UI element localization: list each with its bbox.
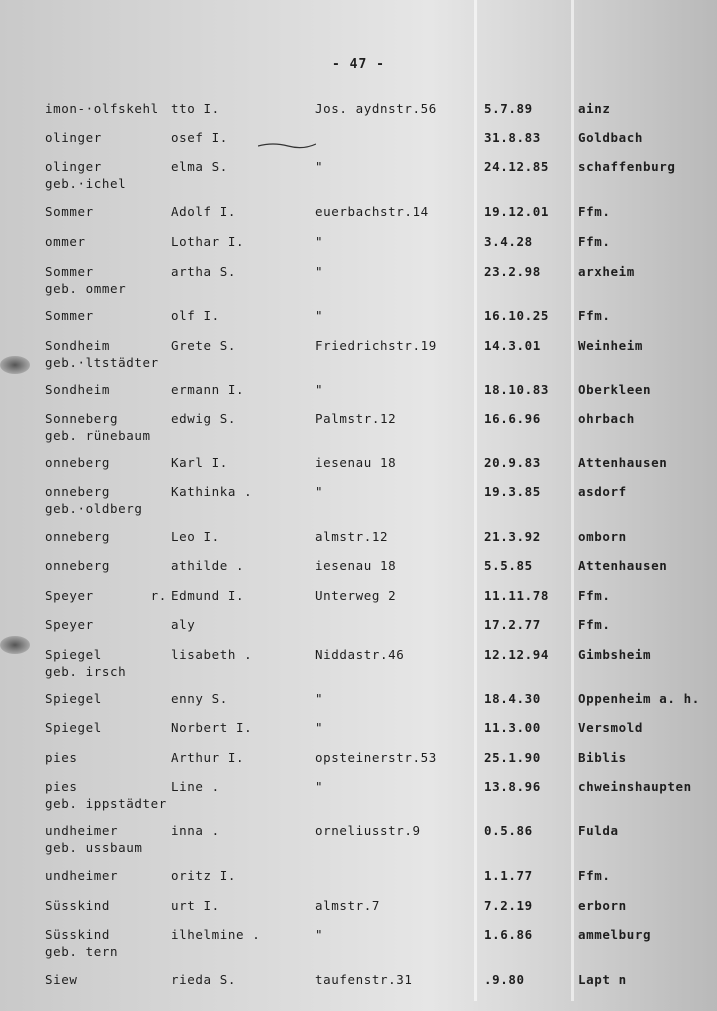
given-name [171, 337, 236, 354]
surname [45, 483, 143, 517]
street-address-text: " [315, 927, 324, 942]
given-name [171, 749, 244, 766]
street-address [315, 381, 323, 398]
birth-date-text: 5.5.85 [484, 558, 533, 573]
surname [45, 719, 102, 736]
birth-place-text: erborn [578, 898, 627, 913]
given-name-text: olf I. [171, 308, 220, 323]
birth-date-text: 31.8.83 [484, 130, 541, 145]
given-name [171, 129, 228, 146]
street-address [315, 410, 396, 427]
birth-date [484, 454, 541, 471]
birth-place [578, 587, 611, 604]
birth-place-text: Oppenheim a. h. [578, 691, 700, 706]
surname-text: imon-·olfskehl [45, 101, 159, 116]
register-row [0, 410, 717, 450]
birth-date-text: 0.5.86 [484, 823, 533, 838]
birth-date [484, 100, 533, 117]
street-address [315, 897, 380, 914]
given-name-text: Edmund I. [171, 588, 245, 603]
given-name-text: ilhelmine . [171, 927, 261, 942]
surname-text: olinger [45, 159, 102, 174]
birth-date-text: .9.80 [484, 972, 525, 987]
birth-place [578, 897, 627, 914]
street-address [315, 203, 429, 220]
street-address [315, 233, 323, 250]
birth-date-text: 13.8.96 [484, 779, 541, 794]
birth-place [578, 307, 611, 324]
birth-place-text: Ffm. [578, 308, 611, 323]
maiden-name: geb.·ichel [45, 176, 127, 191]
register-row [0, 646, 717, 686]
birth-place [578, 263, 635, 280]
street-address-text: iesenau 18 [315, 558, 397, 573]
street-address [315, 587, 396, 604]
given-name-text: Grete S. [171, 338, 237, 353]
birth-place-text: Lapt n [578, 972, 627, 987]
given-name [171, 897, 220, 914]
birth-place-text: Fulda [578, 823, 619, 838]
birth-place-text: Gimbsheim [578, 647, 652, 662]
surname [45, 307, 94, 324]
birth-date-text: 23.2.98 [484, 264, 541, 279]
street-address [315, 926, 323, 943]
given-name [171, 100, 220, 117]
given-name [171, 690, 228, 707]
surname [45, 690, 102, 707]
given-name-text: ermann I. [171, 382, 245, 397]
birth-date [484, 867, 533, 884]
street-address [315, 971, 413, 988]
surname [45, 337, 159, 371]
maiden-name: geb. ommer [45, 281, 127, 296]
birth-date [484, 528, 541, 545]
surname-text: Spiegel [45, 647, 102, 662]
given-name-text: athilde . [171, 558, 245, 573]
birth-date [484, 822, 533, 839]
birth-place [578, 233, 611, 250]
birth-date [484, 971, 525, 988]
birth-place [578, 528, 627, 545]
given-name-text: Karl I. [171, 455, 228, 470]
birth-place-text: Ffm. [578, 204, 611, 219]
birth-date [484, 690, 541, 707]
street-address-text: Unterweg 2 [315, 588, 397, 603]
surname [45, 749, 78, 766]
street-address [315, 719, 323, 736]
street-address [315, 528, 388, 545]
surname-text: onneberg [45, 558, 111, 573]
birth-place [578, 454, 667, 471]
birth-place-text: Ffm. [578, 588, 611, 603]
surname [45, 129, 102, 146]
surname-text: Sommer [45, 204, 94, 219]
surname-text: ommer [45, 234, 86, 249]
street-address-text: " [315, 691, 324, 706]
street-address [315, 646, 404, 663]
birth-place [578, 926, 651, 943]
birth-date [484, 646, 549, 663]
surname [45, 867, 118, 884]
given-name [171, 587, 244, 604]
street-address [315, 337, 437, 354]
birth-place-text: Ffm. [578, 868, 611, 883]
surname [45, 263, 126, 297]
surname [45, 616, 94, 633]
street-address [315, 100, 437, 117]
birth-place [578, 719, 643, 736]
given-name [171, 867, 236, 884]
register-row [0, 263, 717, 303]
birth-date-text: 16.10.25 [484, 308, 550, 323]
birth-place [578, 616, 611, 633]
given-name-text: rieda S. [171, 972, 237, 987]
given-name [171, 454, 228, 471]
given-name-text: tto I. [171, 101, 220, 116]
surname-text: Sondheim [45, 338, 111, 353]
given-name [171, 822, 220, 839]
surname-text: undheimer [45, 823, 119, 838]
given-name [171, 483, 252, 500]
street-address-text: Niddastr.46 [315, 647, 405, 662]
given-name-text: lisabeth . [171, 647, 253, 662]
street-address [315, 454, 396, 471]
register-row [0, 337, 717, 377]
given-name-text: Lothar I. [171, 234, 245, 249]
surname-text: Sommer [45, 308, 94, 323]
birth-date [484, 410, 541, 427]
birth-place [578, 749, 627, 766]
street-address-text: orneliusstr.9 [315, 823, 421, 838]
street-address [315, 158, 323, 175]
birth-date-text: 11.3.00 [484, 720, 541, 735]
birth-date-text: 20.9.83 [484, 455, 541, 470]
birth-date-text: 12.12.94 [484, 647, 550, 662]
surname [45, 822, 143, 856]
birth-place [578, 867, 611, 884]
birth-date-text: 18.4.30 [484, 691, 541, 706]
register-row [0, 778, 717, 818]
birth-date [484, 719, 541, 736]
birth-date [484, 263, 541, 280]
birth-date [484, 749, 541, 766]
surname-text: pies [45, 750, 78, 765]
surname [45, 233, 86, 250]
birth-place [578, 557, 667, 574]
surname-text: Speyer r. [45, 588, 167, 603]
surname-text: Spiegel [45, 720, 102, 735]
birth-place-text: schaffenburg [578, 159, 676, 174]
surname [45, 646, 126, 680]
birth-date-text: 19.12.01 [484, 204, 550, 219]
surname-text: Sonneberg [45, 411, 119, 426]
surname [45, 203, 94, 220]
birth-date [484, 381, 549, 398]
given-name-text: Line . [171, 779, 220, 794]
birth-place [578, 690, 700, 707]
birth-place-text: ohrbach [578, 411, 635, 426]
birth-date-text: 14.3.01 [484, 338, 541, 353]
register-row [0, 926, 717, 966]
register-row [0, 971, 717, 1011]
surname-text: Speyer [45, 617, 94, 632]
street-address [315, 483, 323, 500]
birth-place-text: Weinheim [578, 338, 644, 353]
given-name [171, 719, 252, 736]
given-name-text: Kathinka . [171, 484, 253, 499]
birth-date-text: 1.6.86 [484, 927, 533, 942]
surname-text: Süsskind [45, 927, 111, 942]
given-name-text: Leo I. [171, 529, 220, 544]
street-address-text: opsteinerstr.53 [315, 750, 437, 765]
street-address-text: " [315, 308, 324, 323]
birth-date-text: 1.1.77 [484, 868, 533, 883]
birth-place-text: Goldbach [578, 130, 644, 145]
birth-place-text: asdorf [578, 484, 627, 499]
birth-date [484, 616, 541, 633]
maiden-name: geb. tern [45, 944, 119, 959]
given-name-text: enny S. [171, 691, 228, 706]
surname-text: Siew [45, 972, 78, 987]
street-address-text: Jos. aydnstr.56 [315, 101, 437, 116]
surname-text: Süsskind [45, 898, 111, 913]
street-address [315, 263, 323, 280]
birth-date [484, 778, 541, 795]
birth-date [484, 483, 541, 500]
birth-date [484, 129, 541, 146]
surname [45, 454, 110, 471]
surname [45, 528, 110, 545]
street-address-text: almstr.12 [315, 529, 389, 544]
birth-place-text: Ffm. [578, 234, 611, 249]
street-address-text: iesenau 18 [315, 455, 397, 470]
surname [45, 778, 167, 812]
birth-date-text: 7.2.19 [484, 898, 533, 913]
birth-date-text: 3.4.28 [484, 234, 533, 249]
given-name-text: aly [171, 617, 196, 632]
street-address-text: " [315, 382, 324, 397]
birth-date-text: 5.7.89 [484, 101, 533, 116]
birth-place [578, 822, 619, 839]
birth-date [484, 897, 533, 914]
birth-place [578, 129, 643, 146]
street-address-text: Friedrichstr.19 [315, 338, 437, 353]
maiden-name: geb.·oldberg [45, 501, 143, 516]
surname-text: olinger [45, 130, 102, 145]
birth-place [578, 778, 692, 795]
birth-place-text: chweinshaupten [578, 779, 692, 794]
maiden-name: geb. ussbaum [45, 840, 143, 855]
surname [45, 971, 78, 988]
street-address-text: " [315, 159, 324, 174]
birth-date [484, 926, 533, 943]
birth-place-text: omborn [578, 529, 627, 544]
given-name-text: Norbert I. [171, 720, 253, 735]
birth-date [484, 233, 533, 250]
given-name-text: artha S. [171, 264, 237, 279]
birth-place [578, 646, 651, 663]
birth-place-text: Ffm. [578, 617, 611, 632]
given-name [171, 528, 220, 545]
birth-date [484, 337, 541, 354]
street-address-text: " [315, 484, 324, 499]
maiden-name: geb.·ltstädter [45, 355, 159, 370]
birth-place [578, 203, 611, 220]
street-address-text: taufenstr.31 [315, 972, 413, 987]
birth-date-text: 21.3.92 [484, 529, 541, 544]
page-number: - 47 - [332, 57, 385, 72]
street-address [315, 690, 323, 707]
birth-date-text: 17.2.77 [484, 617, 541, 632]
surname-text: onneberg [45, 455, 111, 470]
given-name [171, 158, 228, 175]
birth-date-text: 25.1.90 [484, 750, 541, 765]
birth-place-text: ainz [578, 101, 611, 116]
birth-place [578, 483, 627, 500]
surname [45, 158, 126, 192]
surname-text: Sondheim [45, 382, 111, 397]
birth-place [578, 971, 627, 988]
birth-place-text: Versmold [578, 720, 644, 735]
given-name-text: urt I. [171, 898, 220, 913]
given-name [171, 646, 252, 663]
birth-place-text: Attenhausen [578, 455, 668, 470]
given-name [171, 203, 236, 220]
street-address-text: " [315, 234, 324, 249]
birth-place-text: Oberkleen [578, 382, 652, 397]
birth-place [578, 337, 643, 354]
birth-place-text: arxheim [578, 264, 635, 279]
street-address-text: Palmstr.12 [315, 411, 397, 426]
surname [45, 100, 159, 117]
birth-date [484, 307, 549, 324]
given-name [171, 971, 236, 988]
register-row [0, 158, 717, 198]
birth-date-text: 18.10.83 [484, 382, 550, 397]
birth-date-text: 19.3.85 [484, 484, 541, 499]
street-address [315, 307, 323, 324]
surname-text: onneberg [45, 529, 111, 544]
given-name [171, 616, 195, 633]
birth-date-text: 16.6.96 [484, 411, 541, 426]
maiden-name: geb. irsch [45, 664, 127, 679]
surname-text: onneberg [45, 484, 111, 499]
birth-date [484, 158, 549, 175]
register-row [0, 822, 717, 862]
street-address-text: euerbachstr.14 [315, 204, 429, 219]
surname-text: undheimer [45, 868, 119, 883]
birth-date [484, 203, 549, 220]
given-name-text: edwig S. [171, 411, 237, 426]
street-address-text: " [315, 779, 324, 794]
birth-place [578, 158, 676, 175]
maiden-name: geb. ippstädter [45, 796, 167, 811]
given-name [171, 263, 236, 280]
street-address-text: " [315, 720, 324, 735]
surname [45, 926, 118, 960]
given-name-text: oritz I. [171, 868, 237, 883]
surname-text: Spiegel [45, 691, 102, 706]
birth-date-text: 11.11.78 [484, 588, 550, 603]
street-address [315, 822, 421, 839]
street-address-text: almstr.7 [315, 898, 381, 913]
given-name [171, 233, 244, 250]
given-name-text: inna . [171, 823, 220, 838]
birth-date-text: 24.12.85 [484, 159, 550, 174]
surname [45, 410, 151, 444]
surname-text: Sommer [45, 264, 94, 279]
birth-place-text: Biblis [578, 750, 627, 765]
given-name [171, 926, 260, 943]
given-name-text: Adolf I. [171, 204, 237, 219]
birth-place-text: Attenhausen [578, 558, 668, 573]
given-name-text: elma S. [171, 159, 228, 174]
maiden-name: geb. rünebaum [45, 428, 151, 443]
birth-date [484, 557, 533, 574]
given-name [171, 410, 236, 427]
given-name [171, 381, 244, 398]
birth-date [484, 587, 549, 604]
street-address [315, 557, 396, 574]
surname [45, 897, 110, 914]
street-address-text: " [315, 264, 324, 279]
given-name-text: osef I. [171, 130, 228, 145]
surname [45, 587, 167, 604]
given-name-text: Arthur I. [171, 750, 245, 765]
street-address [315, 778, 323, 795]
given-name [171, 557, 244, 574]
given-name [171, 778, 220, 795]
surname [45, 381, 110, 398]
surname [45, 557, 110, 574]
birth-place [578, 381, 651, 398]
given-name [171, 307, 220, 324]
surname-text: pies [45, 779, 78, 794]
street-address [315, 749, 437, 766]
birth-place-text: ammelburg [578, 927, 652, 942]
register-row [0, 483, 717, 523]
birth-place [578, 100, 611, 117]
birth-place [578, 410, 635, 427]
